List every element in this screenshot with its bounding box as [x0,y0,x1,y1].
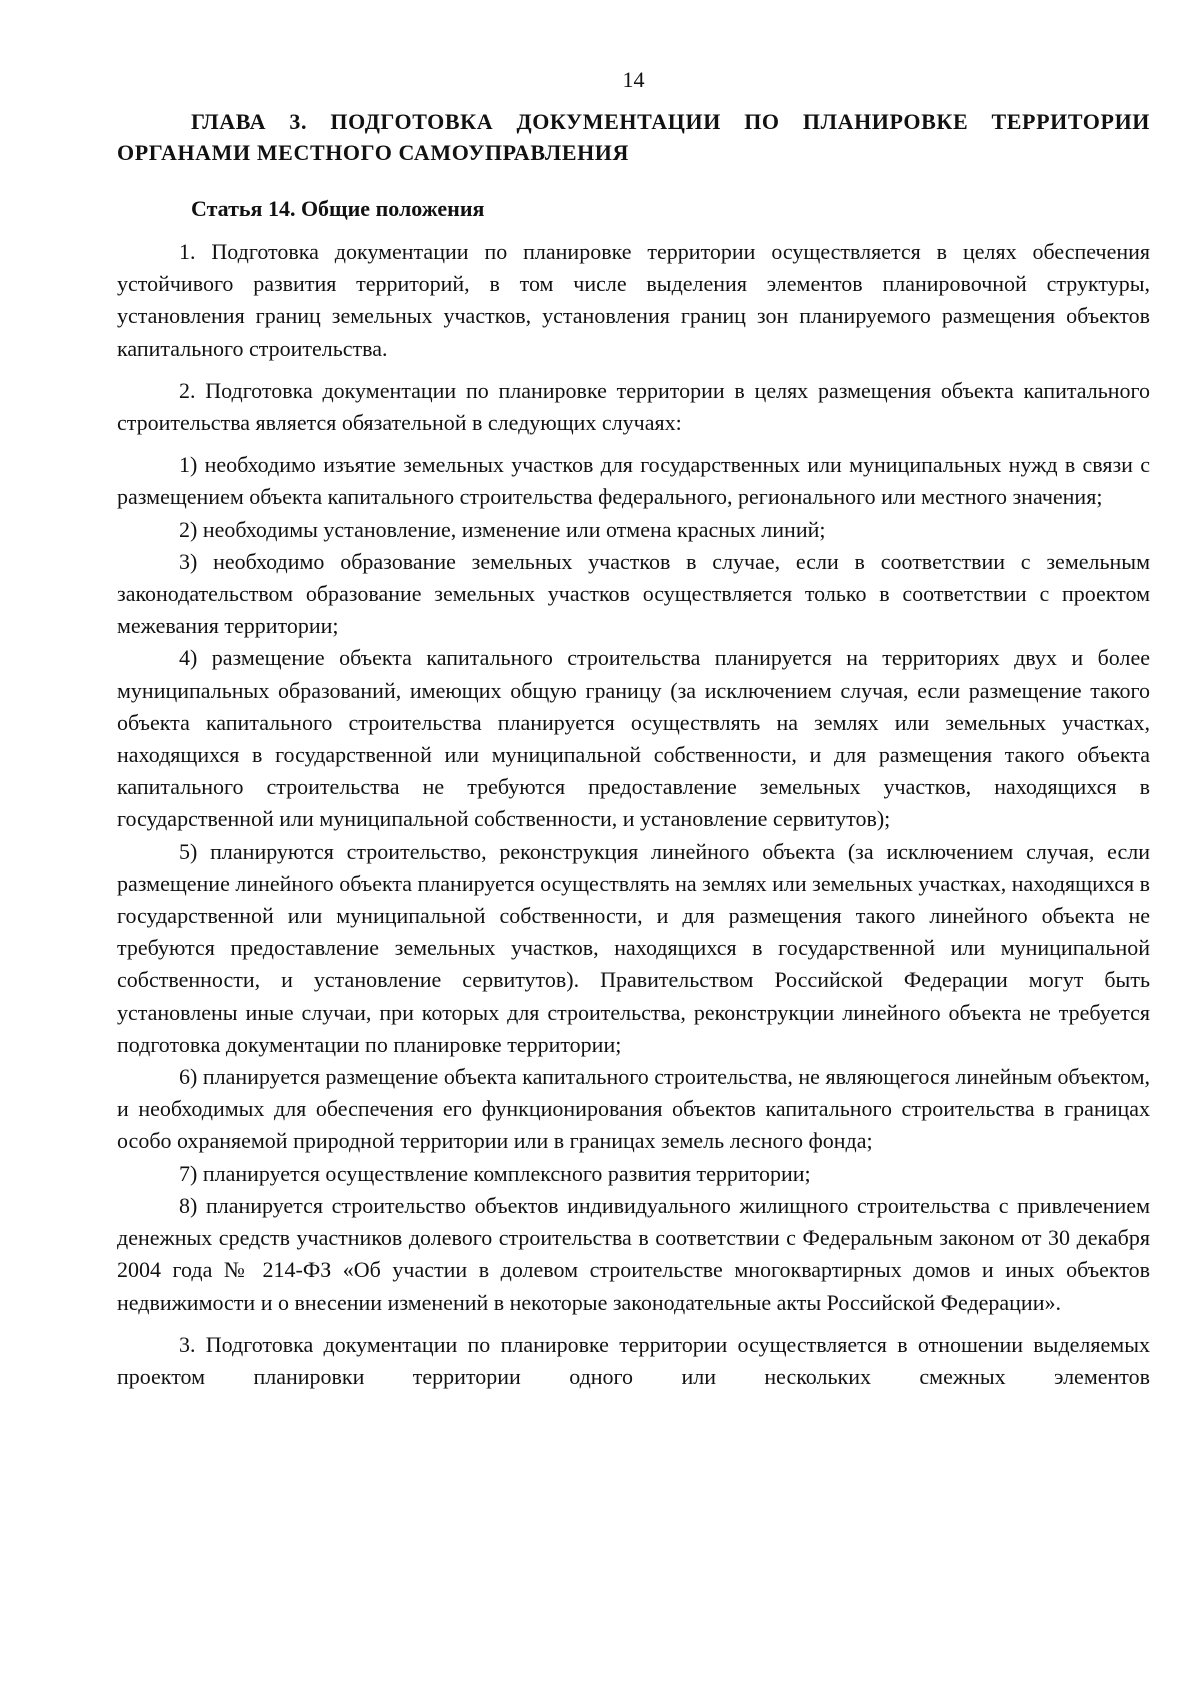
list-item-6: 6) планируется размещение объекта капитального строительства, не являющегося линейным объектом, и необходимых для обеспечения его функционирования объектов капитального строительства в границах особо охраняемой природной территории или в границах земель лесного фонда; [117,1064,1150,1154]
list-item-4: 4) размещение объекта капитального строительства планируется на территориях двух и более муниципальных образований, имеющих общую границу (за исключением случая, если размещение такого объекта капитального строительства планируется осуществлять на землях или земельных участках, находящихся в государственной или муниципальной собственности, и для размещения такого объекта капитального строительства не требуются предоставление земельных участков, находящихся в государственной или муниципальной собственности, и установление сервитутов); [117,645,1150,832]
list-item-1: 1) необходимо изъятие земельных участков для государственных или муниципальных нужд в связи с размещением объекта капитального строительства федерального, регионального или местного значения; [117,452,1150,510]
list-item-7: 7) планируется осуществление комплексного развития территории; [179,1160,811,1186]
paragraph-3: 3. Подготовка документации по планировке территории осуществляется в отношении выделяемых проектом планировки территории одного или нескольких смежных элементов [117,1331,1150,1389]
list-item-3: 3) необходимо образование земельных участков в случае, если в соответствии с земельным законодательством образование земельных участков осуществляется только в соответствии с проектом межевания территории; [117,548,1150,639]
paragraph-1: 1. Подготовка документации по планировке территории осуществляется в целях обеспечения устойчивого развития территорий, в том числе выделения элементов планировочной структуры, установления границ земельных участков, установления границ зон планируемого размещения объектов капитального строительства. [117,239,1150,361]
page-number: 14 [622,67,645,92]
list-item-2: 2) необходимы установление, изменение или отмена красных линий; [179,516,826,542]
chapter-title: ГЛАВА 3. ПОДГОТОВКА ДОКУМЕНТАЦИИ ПО ПЛАНИРОВКЕ ТЕРРИТОРИИ ОРГАНАМИ МЕСТНОГО САМОУПРАВЛЕНИЯ [117,109,1150,165]
document-page [117,66,1150,1393]
list-item-8: 8) планируется строительство объектов индивидуального жилищного строительства с привлечением денежных средств участников долевого строительства в соответствии с Федеральным законом от 30 декабря 2004 года № 214-ФЗ «Об участии в долевом строительстве многоквартирных домов и иных объектов недвижимости и о внесении изменений в некоторые законодательные акты Российской Федерации». [117,1192,1150,1315]
paragraph-2: 2. Подготовка документации по планировке территории в целях размещения объекта капитального строительства является обязательной в следующих случаях: [117,377,1150,436]
list-item-5: 5) планируются строительство, реконструкция линейного объекта (за исключением случая, если размещение линейного объекта планируется осуществлять на землях или земельных участках, находящихся в государственной или муниципальной собственности, и для размещения такого линейного объекта не требуются предоставление земельных участков, находящихся в государственной или муниципальной собственности, и установление сервитутов). Правительством Российской Федерации могут быть установлены иные случаи, при которых для строительства, реконструкции линейного объекта не требуется подготовка документации по планировке территории; [117,838,1150,1057]
article-title: Статья 14. Общие положения [191,196,485,221]
